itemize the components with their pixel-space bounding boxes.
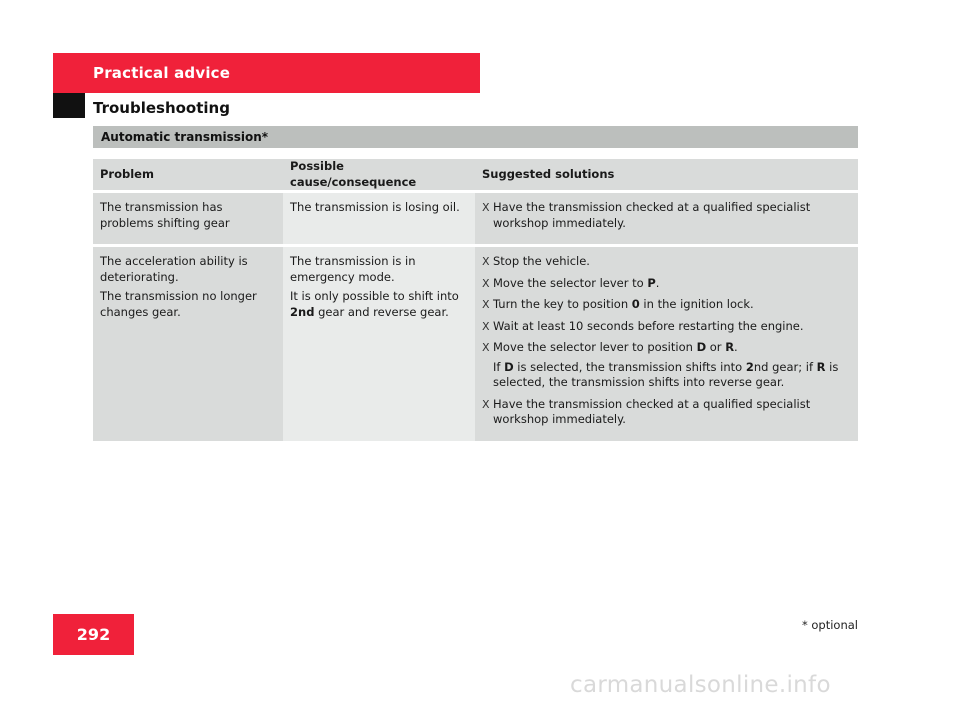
solution-step: X Move the selector lever to position D or R. xyxy=(482,340,738,354)
subsection-marker xyxy=(53,93,85,118)
solution-step: X Stop the vehicle. xyxy=(482,254,590,268)
arrow-bullet-icon: X xyxy=(482,276,490,290)
section-header-band xyxy=(53,53,480,93)
watermark: carmanualsonline.info xyxy=(570,672,831,698)
footnote: * optional xyxy=(801,618,858,632)
cause-text: It is only possible to shift into 2nd gear and reverse gear. xyxy=(290,289,459,319)
table-row xyxy=(93,192,858,246)
problem-text: The acceleration ability is deteriorating. xyxy=(100,254,248,284)
solution-step: X Have the transmission checked at a qualified specialist workshop immediately. xyxy=(482,396,811,426)
column-header-cause: Possible cause/consequence xyxy=(283,159,475,192)
page-number: 292 xyxy=(53,614,134,655)
section-title: Practical advice xyxy=(93,64,231,82)
solutions-cell xyxy=(475,192,858,246)
problem-cell xyxy=(93,192,283,246)
solutions-cell xyxy=(475,246,858,441)
arrow-bullet-icon: X xyxy=(482,319,490,333)
solution-step: X Have the transmission checked at a qualified specialist workshop immediately. xyxy=(482,200,811,230)
arrow-bullet-icon: X xyxy=(482,255,490,268)
subsection-title: Troubleshooting xyxy=(93,99,230,117)
arrow-bullet-icon: X xyxy=(482,341,490,354)
arrow-bullet-icon: X xyxy=(482,298,490,311)
solution-step: X Move the selector lever to P. xyxy=(482,275,660,290)
table-title-bar xyxy=(93,126,858,148)
cause-cell xyxy=(283,246,475,441)
solution-step: X Wait at least 10 seconds before restarting the engine. xyxy=(482,318,804,333)
solution-note: If D is selected, the transmission shifts into 2nd gear; if R is selected, the transmission shifts into reverse gear. xyxy=(493,359,839,389)
table-row xyxy=(93,246,858,441)
table-header-row xyxy=(93,159,858,192)
problem-cell xyxy=(93,246,283,441)
arrow-bullet-icon: X xyxy=(482,201,490,214)
solution-step: X Turn the key to position 0 in the ignition lock. xyxy=(482,297,754,311)
column-header-problem: Problem xyxy=(93,159,283,192)
arrow-bullet-icon: X xyxy=(482,397,490,411)
table-title: Automatic transmission* xyxy=(101,130,269,144)
column-header-solutions: Suggested solutions xyxy=(475,159,858,192)
problem-text: The transmission has problems shifting gear xyxy=(100,200,230,230)
problem-text: The transmission no longer changes gear. xyxy=(100,289,257,319)
cause-cell xyxy=(283,192,475,246)
cause-text: The transmission is losing oil. xyxy=(290,200,460,214)
cause-text: The transmission is in emergency mode. xyxy=(290,254,416,284)
troubleshooting-table xyxy=(93,159,858,441)
